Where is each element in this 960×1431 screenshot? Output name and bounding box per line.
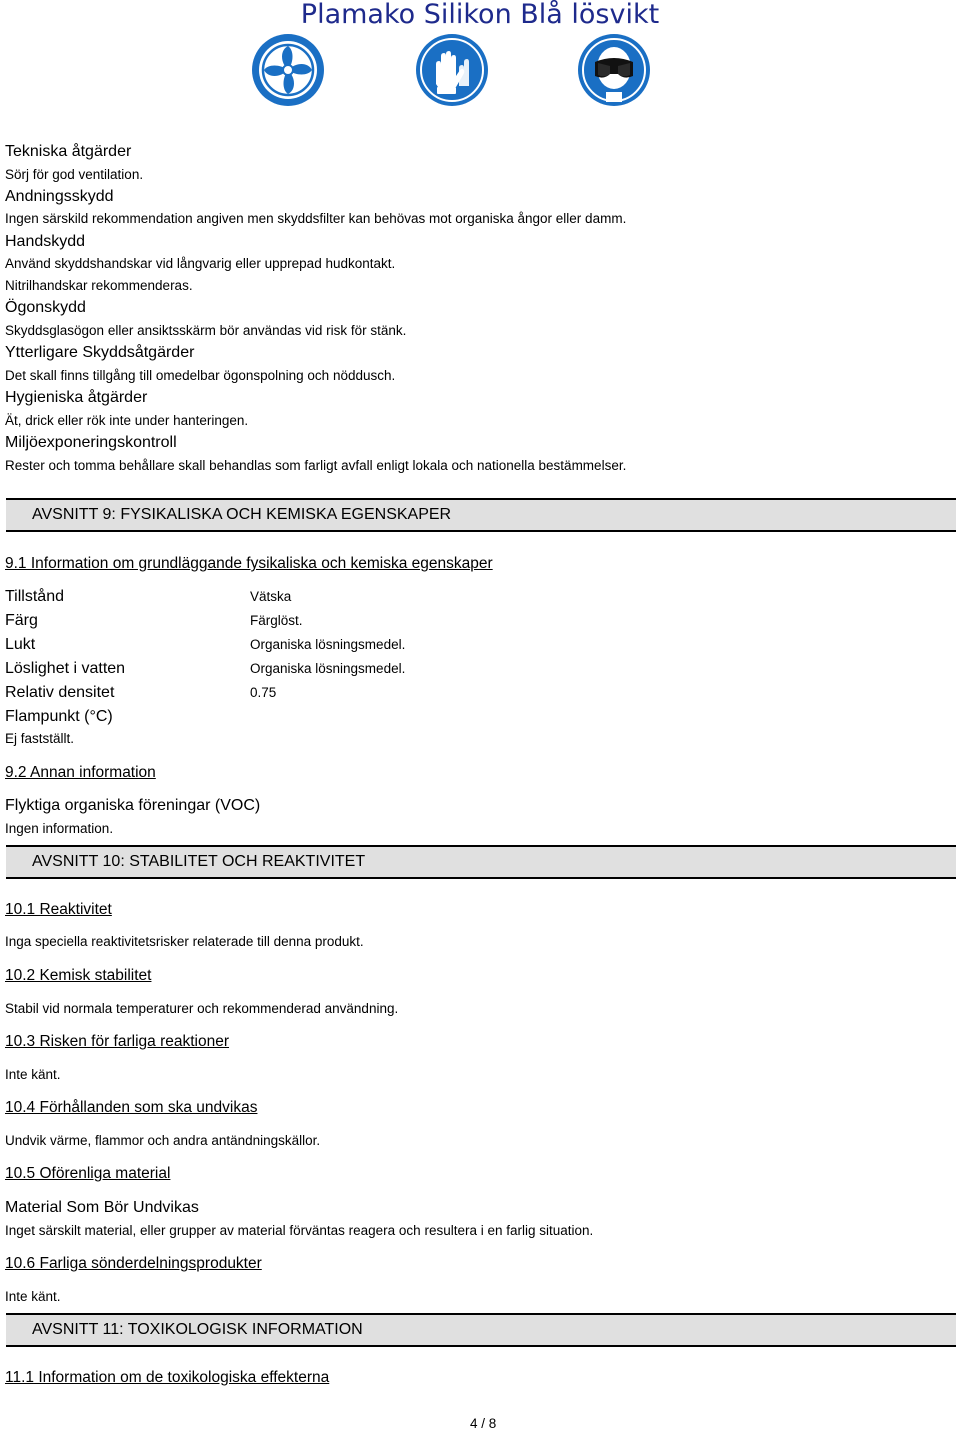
heading-miljoexponeringskontroll: Miljöexponeringskontroll — [5, 434, 177, 451]
property-value-tillstand: Vätska — [250, 589, 292, 604]
page-number: 4 / 8 — [470, 1416, 497, 1431]
subsection-10-1: 10.1 Reaktivitet — [5, 901, 112, 918]
section-9-title: AVSNITT 9: FYSIKALISKA OCH KEMISKA EGENSKAPER — [32, 506, 452, 523]
subsection-10-4: 10.4 Förhållanden som ska undvikas — [5, 1099, 258, 1116]
text-10-3: Inte känt. — [5, 1067, 61, 1082]
property-label-tillstand: Tillstånd — [5, 588, 64, 605]
section-9-bar — [6, 498, 956, 532]
text-ogonskydd: Skyddsglasögon eller ansiktsskärm bör användas vid risk för stänk. — [5, 323, 407, 338]
property-label-lukt: Lukt — [5, 636, 36, 653]
subsection-11-1: 11.1 Information om de toxikologiska effekterna — [5, 1369, 330, 1386]
property-value-relativ-densitet: 0.75 — [250, 685, 277, 700]
text-hygieniska-atgarder: Ät, drick eller rök inte under hanteringen. — [5, 413, 249, 428]
text-10-4: Undvik värme, flammor och andra antändningskällor. — [5, 1133, 321, 1148]
heading-material-som-bor-undvikas: Material Som Bör Undvikas — [5, 1199, 199, 1216]
property-value-loslighet: Organiska lösningsmedel. — [250, 661, 406, 676]
heading-ytterligare-skyddsatgarder: Ytterligare Skyddsåtgärder — [5, 344, 195, 361]
section-11-bar — [6, 1313, 956, 1347]
text-10-2: Stabil vid normala temperaturer och rekommenderad användning. — [5, 1001, 399, 1016]
subsection-9-2: 9.2 Annan information — [5, 764, 156, 781]
property-label-loslighet: Löslighet i vatten — [5, 660, 126, 677]
text-flampunkt: Ej fastställt. — [5, 731, 75, 746]
heading-handskydd: Handskydd — [5, 233, 86, 250]
subsection-10-5: 10.5 Oförenliga material — [5, 1165, 171, 1182]
text-10-5: Inget särskilt material, eller grupper av material förväntas reagera och resultera i en farlig situation. — [5, 1223, 594, 1238]
property-label-farg: Färg — [5, 612, 38, 629]
text-10-6: Inte känt. — [5, 1289, 61, 1304]
text-miljoexponeringskontroll: Rester och tomma behållare skall behandlas som farligt avfall enligt lokala och nationella bestämmelser. — [5, 458, 627, 473]
subsection-10-3: 10.3 Risken för farliga reaktioner — [5, 1033, 230, 1050]
text-handskydd-2: Nitrilhandskar rekommenderas. — [5, 278, 193, 293]
subsection-10-2: 10.2 Kemisk stabilitet — [5, 967, 152, 984]
heading-voc: Flyktiga organiska föreningar (VOC) — [5, 797, 261, 814]
text-10-1: Inga speciella reaktivitetsrisker relaterade till denna produkt. — [5, 934, 364, 949]
property-value-lukt: Organiska lösningsmedel. — [250, 637, 406, 652]
text-tekniska-atgarder: Sörj för god ventilation. — [5, 167, 144, 182]
property-label-relativ-densitet: Relativ densitet — [5, 684, 115, 701]
heading-andningsskydd: Andningsskydd — [5, 188, 114, 205]
subsection-10-6: 10.6 Farliga sönderdelningsprodukter — [5, 1255, 262, 1272]
heading-tekniska-atgarder: Tekniska åtgärder — [5, 143, 132, 160]
document-title: Plamako Silikon Blå lösvikt — [300, 0, 660, 30]
heading-hygieniska-atgarder: Hygieniska åtgärder — [5, 389, 148, 406]
ppe-pictograms — [0, 32, 960, 112]
subsection-9-1: 9.1 Information om grundläggande fysikaliska och kemiska egenskaper — [5, 555, 493, 572]
text-andningsskydd: Ingen särskild rekommendation angiven men skyddsfilter kan behövas mot organiska ångor eller damm. — [5, 211, 627, 226]
heading-ogonskydd: Ögonskydd — [5, 299, 86, 316]
safety-goggles-icon — [576, 32, 652, 108]
text-ytterligare-skyddsatgarder: Det skall finns tillgång till omedelbar ögonspolning och nöddusch. — [5, 368, 396, 383]
section-10-bar — [6, 845, 956, 879]
ventilation-fan-icon — [250, 32, 326, 108]
text-handskydd: Använd skyddshandskar vid långvarig eller upprepad hudkontakt. — [5, 256, 396, 271]
property-value-farg: Färglöst. — [250, 613, 303, 628]
text-voc: Ingen information. — [5, 821, 114, 836]
section-10-title: AVSNITT 10: STABILITET OCH REAKTIVITET — [32, 853, 366, 870]
section-11-title: AVSNITT 11: TOXIKOLOGISK INFORMATION — [32, 1321, 363, 1338]
protective-gloves-icon — [414, 32, 490, 108]
property-label-flampunkt: Flampunkt (°C) — [5, 708, 113, 725]
